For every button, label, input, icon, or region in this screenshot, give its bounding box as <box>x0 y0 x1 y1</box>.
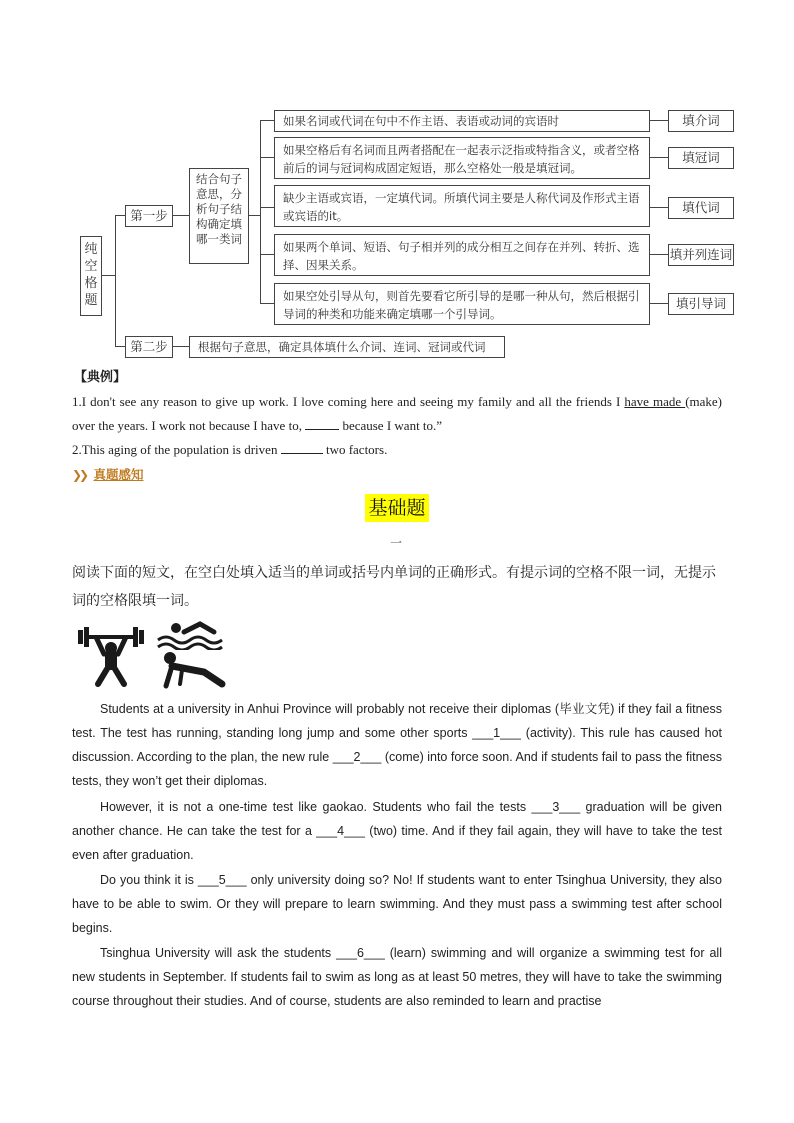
passage-paragraph-4: Tsinghua University will ask the students ___6___ (learn) swimming and will organize a swimming test for all new students in September. If students fail to swim as long as at least 50 metres, they will have to take the swimming course throughout their studies. And of course, students are also reminded to learn and practise <box>72 946 722 1008</box>
tag-preposition: 填介词 <box>668 110 734 132</box>
passage-paragraph-1: Students at a university in Anhui Province will probably not receive their diplomas (毕业文凭) if they fail a fitness test. The test has running, standing long jump and some other sports ___1___ (activity). This rule has caused hot discussion. According to the plan, the new rule ___2___ (come) into force soon. And if students fail to pass the fitness tests, they won’t get their diplomas. <box>72 702 722 788</box>
step2-label: 第二步 <box>125 336 173 358</box>
example-2: 2.This aging of the population is driven two factors. <box>72 442 388 457</box>
rule-box-pronoun: 缺少主语或宾语，一定填代词。所填代词主要是人称代词及作形式主语或宾语的it。 <box>274 185 650 227</box>
double-chevron-icon: ❯❯ <box>72 468 87 482</box>
example-1: 1.I don't see any reason to give up work. I love coming here and seeing my family and all the friends I have made (make) over the years. I work not because I have to, because I want to.” <box>72 394 722 433</box>
rule-box-article: 如果空格后有名词而且两者搭配在一起表示泛指或特指含义，或者空格前后的词与冠词构成固定短语，那么空格处一般是填冠词。 <box>274 137 650 179</box>
diagram-root: 纯空格题 <box>80 236 102 316</box>
sub-mark: 一 <box>390 536 403 550</box>
instruction-text: 阅读下面的短文，在空白处填入适当的单词或括号内单词的正确形式。有提示词的空格不限一词，无提示词的空格限填一词。 <box>72 565 716 609</box>
passage-paragraph-3: Do you think it is ___5___ only university doing so? No! If students want to enter Tsinghua University, they also have to be able to swim. Or they will prepare to learn swimming. And they must pass a swimming test after school begins. <box>72 873 722 935</box>
rule-box-connective: 如果空处引导从句，则首先要看它所引导的是哪一种从句，然后根据引导词的种类和功能来确定填哪一个引导词。 <box>274 283 650 325</box>
section-label: ❯❯ 真题感知 <box>72 467 144 482</box>
example-2-blank <box>281 453 323 454</box>
page-title: 基础题 <box>365 494 429 522</box>
tag-pronoun: 填代词 <box>668 197 734 219</box>
swimming-icon <box>156 620 228 650</box>
rule-box-preposition: 如果名词或代词在句中不作主语、表语或动词的宾语时 <box>274 110 650 132</box>
sport-icons <box>76 620 226 690</box>
step1-label: 第一步 <box>125 205 173 227</box>
examples-heading: 【典例】 <box>74 370 127 385</box>
example-1-blank <box>305 429 339 430</box>
tag-conjunction: 填并列连词 <box>668 244 734 266</box>
weightlifting-icon <box>76 622 146 688</box>
rule-box-conjunction: 如果两个单词、短语、句子相并列的成分相互之间存在并列、转折、选择、因果关系。 <box>274 234 650 276</box>
step2-description: 根据句子意思，确定具体填什么介词、连词、冠词或代词 <box>189 336 505 358</box>
passage-paragraph-2: However, it is not a one-time test like gaokao. Students who fail the tests ___3___ graduation will be given another chance. He can take the test for a ___4___ (two) time. And if they fail again, they will have to take the test even after graduation. <box>72 800 722 862</box>
tag-connective: 填引导词 <box>668 293 734 315</box>
pushup-icon <box>156 650 228 690</box>
tag-article: 填冠词 <box>668 147 734 169</box>
step1-description: 结合句子意思，分析句子结构确定填哪一类词 <box>189 168 249 264</box>
example-1-answer: have made <box>624 394 686 409</box>
